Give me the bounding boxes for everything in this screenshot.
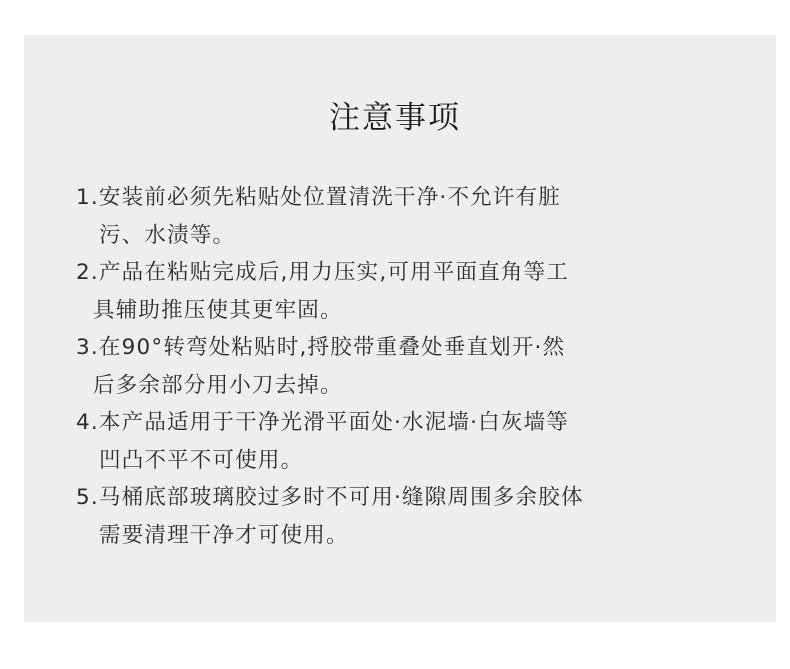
note-4-line-1: 4.本产品适用于干净光滑平面处·水泥墙·白灰墙等: [76, 410, 569, 435]
notes-list: [76, 179, 726, 554]
note-5-line-1: 5.马桶底部玻璃胶过多时不可用·缝隙周围多余胶体: [76, 485, 584, 510]
note-2-line-2: 具辅助推压使其更牢固。: [93, 297, 343, 323]
note-3-line-2: 后多余部分用小刀去掉。: [93, 372, 343, 398]
note-5-line-2: 需要清理干净才可使用。: [99, 522, 349, 548]
note-2-line-1: 2.产品在粘贴完成后,用力压实,可用平面直角等工: [76, 260, 569, 285]
note-item-3: [76, 329, 726, 404]
note-item-1: [76, 179, 726, 254]
page-title: 注意事项: [329, 100, 461, 136]
note-3-line-1: 3.在90°转弯处粘贴时,捋胶带重叠处垂直划开·然: [76, 335, 566, 360]
note-item-5: [76, 479, 726, 554]
note-item-4: [76, 404, 726, 479]
note-4-line-2: 凹凸不平不可使用。: [99, 447, 304, 473]
note-1-line-1: 1.安装前必须先粘贴处位置清洗干净·不允许有脏: [76, 185, 561, 210]
note-1-line-2: 污、水渍等。: [99, 222, 236, 248]
note-item-2: [76, 254, 726, 329]
